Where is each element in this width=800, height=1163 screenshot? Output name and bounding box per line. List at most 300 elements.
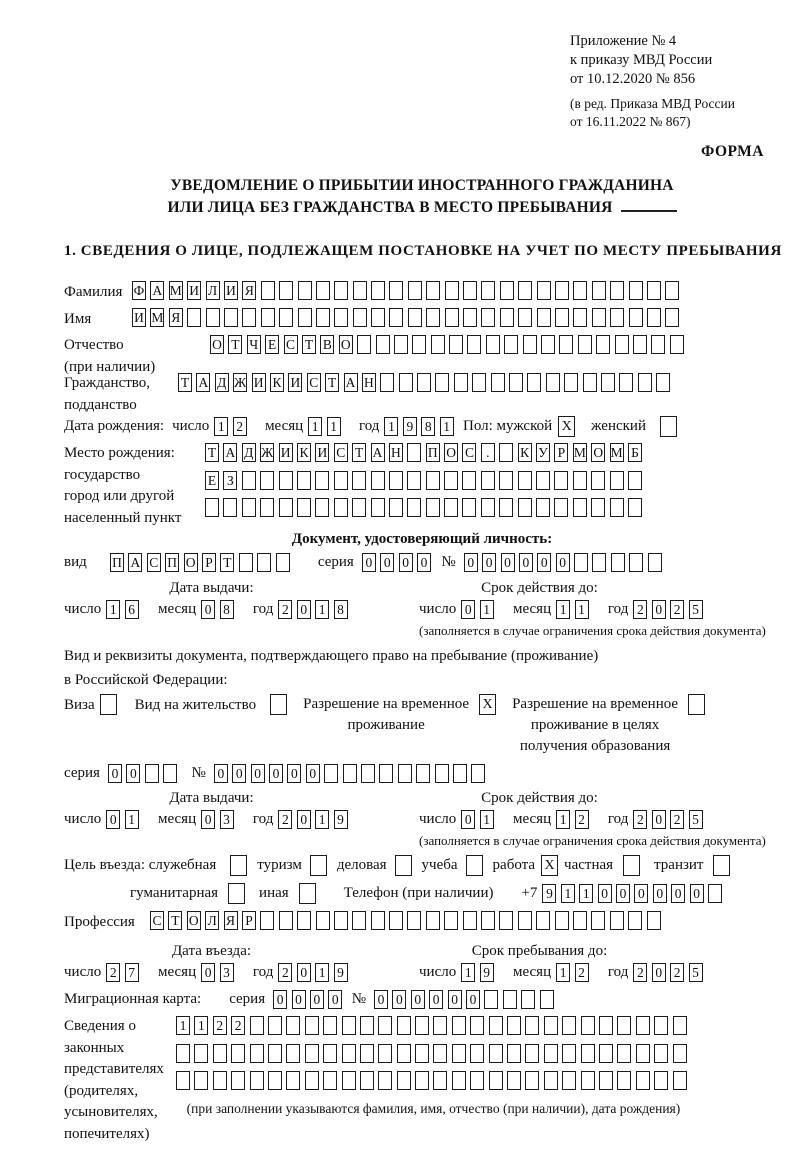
char-cell: 0 [201, 600, 215, 619]
char-cell: А [344, 373, 358, 392]
char-cell: И [132, 308, 146, 327]
char-cell [352, 498, 366, 517]
char-cell: 1 [480, 810, 494, 829]
purpose-humanitarian-label: гуманитарная [130, 885, 219, 901]
char-cell [361, 764, 375, 783]
doc-number-cells [464, 553, 666, 572]
char-cell: М [151, 310, 164, 325]
residence-permit-checkbox [270, 694, 287, 715]
char-cell: А [128, 553, 142, 572]
char-cell [415, 1044, 429, 1063]
char-cell [463, 308, 477, 327]
char-cell: 5 [689, 600, 703, 619]
char-cell [298, 281, 312, 300]
char-cell: Ж [234, 375, 247, 390]
char-cell [583, 373, 597, 392]
char-cell [431, 335, 445, 354]
char-cell [399, 373, 413, 392]
char-cell: А [150, 281, 164, 300]
char-cell [242, 308, 256, 327]
char-cell: М [610, 445, 623, 460]
phone-cells [542, 884, 726, 903]
char-cell: 2 [670, 600, 684, 619]
char-cell [250, 1071, 264, 1090]
char-cell: 7 [125, 963, 139, 982]
char-cell [504, 335, 518, 354]
purpose-other-label: иная [259, 885, 289, 901]
char-cell [342, 1071, 356, 1090]
char-cell: Н [389, 443, 403, 462]
char-cell [656, 373, 670, 392]
char-cell: И [224, 281, 238, 300]
birth-month-cells [308, 417, 345, 436]
char-cell [449, 335, 463, 354]
char-cell [433, 1071, 447, 1090]
char-cell: М [573, 445, 586, 460]
birth-place-cells-rows [205, 443, 646, 517]
char-cell [599, 1044, 613, 1063]
char-cell [334, 471, 348, 490]
temp-residence-edu-checkbox [688, 694, 705, 715]
char-cell [554, 471, 568, 490]
char-cell: 8 [220, 600, 234, 619]
char-cell [426, 471, 440, 490]
char-cell [573, 911, 587, 930]
char-cell: Ф [133, 283, 145, 298]
char-cell: 0 [374, 990, 388, 1009]
char-cell: 0 [251, 764, 265, 783]
char-cell [489, 1016, 503, 1035]
purpose-private-label: частная [564, 857, 614, 873]
doc-issue-date-group: Дата выдачи: число 1 6 месяц 0 8 год 2 0 1 8 [64, 578, 419, 619]
char-cell [415, 1071, 429, 1090]
stay-month-cells [556, 963, 593, 982]
char-cell: П [165, 553, 179, 572]
char-cell [489, 1071, 503, 1090]
purpose-second-row [64, 883, 780, 904]
char-cell: 0 [310, 990, 324, 1009]
residence-doc-dates [64, 788, 780, 849]
char-cell: 0 [297, 810, 311, 829]
char-cell: 0 [461, 810, 475, 829]
char-cell [389, 471, 403, 490]
migration-series-cells [273, 990, 347, 1009]
char-cell [592, 553, 606, 572]
char-cell [261, 281, 275, 300]
char-cell: 0 [411, 990, 425, 1009]
char-cell: 0 [292, 990, 306, 1009]
char-cell: Р [202, 553, 216, 572]
char-cell: Т [302, 335, 316, 354]
char-cell: 0 [417, 553, 431, 572]
char-cell: 3 [220, 810, 234, 829]
char-cell: 0 [461, 600, 475, 619]
char-cell [371, 281, 385, 300]
char-cell: И [288, 373, 302, 392]
char-cell: 0 [652, 963, 666, 982]
char-cell [145, 764, 159, 783]
char-cell: 5 [689, 963, 703, 982]
char-cell [435, 764, 449, 783]
char-cell: 0 [297, 963, 311, 982]
char-cell: 2 [575, 810, 589, 829]
char-cell [371, 308, 385, 327]
patronymic-label: Отчество (при наличии) [64, 337, 156, 375]
migration-card-row [64, 990, 780, 1009]
birth-place-row-2 [205, 471, 646, 490]
residence-number-cells [214, 764, 490, 783]
char-cell [260, 471, 274, 490]
identity-doc-heading: Документ, удостоверяющий личность: [291, 531, 553, 547]
char-cell: С [307, 373, 321, 392]
char-cell [647, 281, 661, 300]
char-cell [305, 1044, 319, 1063]
profession-row [64, 911, 780, 933]
char-cell [599, 1071, 613, 1090]
char-cell: 2 [233, 417, 247, 436]
purpose-official-checkbox [230, 855, 247, 876]
char-cell [231, 1044, 245, 1063]
char-cell [554, 498, 568, 517]
residence-series-row [64, 764, 780, 783]
char-cell [213, 1044, 227, 1063]
char-cell [426, 498, 440, 517]
char-cell: 1 [461, 963, 475, 982]
char-cell [467, 335, 481, 354]
residence-number-label: № [191, 765, 206, 781]
issue-date-title: Дата выдачи: [169, 580, 254, 596]
char-cell [378, 1016, 392, 1035]
representatives-row-2 [176, 1044, 691, 1063]
char-cell [628, 471, 642, 490]
char-cell [648, 553, 662, 572]
char-cell [581, 1071, 595, 1090]
char-cell: 9 [542, 884, 556, 903]
char-cell [509, 373, 523, 392]
char-cell [463, 281, 477, 300]
char-cell: 1 [315, 600, 329, 619]
char-cell [407, 498, 421, 517]
char-cell: Ч [247, 335, 261, 354]
char-cell [343, 764, 357, 783]
char-cell [617, 1044, 631, 1063]
char-cell [463, 911, 477, 930]
doc-series-label: серия [317, 553, 354, 570]
purpose-private-checkbox [623, 855, 640, 876]
char-cell: 2 [231, 1016, 245, 1035]
char-cell [324, 764, 338, 783]
char-cell: Л [206, 281, 220, 300]
char-cell [507, 1044, 521, 1063]
char-cell [518, 308, 532, 327]
entry-date-title: Дата въезда: [171, 943, 252, 959]
char-cell: 0 [108, 764, 122, 783]
char-cell [257, 553, 271, 572]
char-cell [525, 1044, 539, 1063]
doc-series-cells [362, 553, 436, 572]
char-cell: 2 [106, 963, 120, 982]
char-cell: Я [242, 281, 256, 300]
char-cell: С [334, 443, 348, 462]
char-cell [323, 1071, 337, 1090]
purpose-humanitarian-checkbox [228, 883, 245, 904]
char-cell [376, 335, 390, 354]
char-cell: 1 [327, 417, 341, 436]
char-cell: 6 [125, 600, 139, 619]
char-cell [379, 764, 393, 783]
char-cell: 9 [334, 810, 348, 829]
char-cell [636, 1016, 650, 1035]
char-cell [555, 911, 569, 930]
representatives-cells-rows [176, 1016, 691, 1117]
char-cell [445, 281, 459, 300]
valid-until-title: Срок действия до: [481, 580, 598, 596]
char-cell: Т [325, 373, 339, 392]
char-cell: 3 [220, 963, 234, 982]
char-cell [194, 1044, 208, 1063]
char-cell: 0 [201, 810, 215, 829]
char-cell [647, 911, 661, 930]
name-row [64, 308, 780, 330]
migration-number-label: № [351, 991, 366, 1007]
char-cell: О [184, 553, 198, 572]
citizenship-label: Гражданство, подданство [64, 375, 151, 413]
char-cell: 0 [306, 764, 320, 783]
char-cell [371, 471, 385, 490]
char-cell [544, 1044, 558, 1063]
char-cell: 0 [399, 553, 413, 572]
char-cell [619, 373, 633, 392]
char-cell [629, 308, 643, 327]
char-cell [250, 1016, 264, 1035]
char-cell [499, 498, 513, 517]
char-cell [407, 471, 421, 490]
char-cell: 0 [519, 553, 533, 572]
char-cell [573, 308, 587, 327]
char-cell [592, 308, 606, 327]
char-cell: 1 [575, 600, 589, 619]
char-cell [651, 335, 665, 354]
char-cell [305, 1016, 319, 1035]
char-cell: 1 [125, 810, 139, 829]
surname-row [64, 281, 780, 303]
char-cell [486, 335, 500, 354]
char-cell [378, 1044, 392, 1063]
char-cell [389, 911, 403, 930]
stay-until-group: Срок пребывания до: число 1 9 месяц 1 2 год 2 0 2 5 [419, 941, 780, 982]
char-cell [444, 471, 458, 490]
char-cell [371, 498, 385, 517]
residence-issue-date-group: Дата выдачи: число 0 1 месяц 0 3 год 2 0 1 9 [64, 788, 419, 829]
profession-label: Профессия [64, 914, 135, 930]
char-cell [297, 911, 311, 930]
char-cell [323, 1044, 337, 1063]
char-cell [206, 308, 220, 327]
char-cell: 0 [297, 600, 311, 619]
char-cell [601, 373, 615, 392]
char-cell [611, 553, 625, 572]
residence-permit-label: Вид на жительство [134, 697, 257, 713]
char-cell [360, 1016, 374, 1035]
char-cell [360, 1044, 374, 1063]
char-cell [562, 1044, 576, 1063]
char-cell [452, 1016, 466, 1035]
migration-number-cells [374, 990, 558, 1009]
char-cell: 2 [633, 810, 647, 829]
char-cell [610, 471, 624, 490]
doc-issue-month-cells [201, 600, 238, 619]
char-cell [499, 443, 513, 462]
char-cell [315, 498, 329, 517]
citizenship-row [64, 373, 780, 416]
char-cell [481, 498, 495, 517]
residence-series-cells [108, 764, 182, 783]
form-title-line2: ИЛИ ЛИЦА БЕЗ ГРАЖДАНСТВА В МЕСТО ПРЕБЫВАНИЯ [64, 197, 780, 219]
annex-line: Приложение № 4 [570, 33, 677, 49]
char-cell [261, 308, 275, 327]
char-cell [242, 471, 256, 490]
entry-day-cells [106, 963, 143, 982]
char-cell: 2 [575, 963, 589, 982]
char-cell [213, 1071, 227, 1090]
annex-amendment-note: (в ред. Приказа МВД России от 16.11.2022 № 867) [570, 96, 735, 129]
char-cell [454, 373, 468, 392]
char-cell: 0 [214, 764, 228, 783]
doc-valid-day-cells [461, 600, 498, 619]
char-cell: Т [220, 553, 234, 572]
char-cell: 2 [213, 1016, 227, 1035]
char-cell: 0 [201, 963, 215, 982]
char-cell: 0 [652, 600, 666, 619]
char-cell [500, 281, 514, 300]
char-cell [610, 281, 624, 300]
char-cell: Б [628, 443, 642, 462]
char-cell [452, 1044, 466, 1063]
char-cell [389, 281, 403, 300]
residence-valid-day-cells [461, 810, 498, 829]
char-cell: П [426, 443, 440, 462]
char-cell [647, 308, 661, 327]
char-cell [507, 1071, 521, 1090]
annex-reference [570, 32, 780, 131]
char-cell [574, 553, 588, 572]
char-cell [389, 498, 403, 517]
char-cell [415, 1016, 429, 1035]
char-cell: Т [178, 373, 192, 392]
char-cell [499, 471, 513, 490]
char-cell [408, 281, 422, 300]
char-cell: С [462, 443, 476, 462]
char-cell: . [481, 443, 495, 462]
purpose-lead-label: Цель въезда: служебная [64, 857, 217, 873]
temp-residence-edu-label: Разрешение на временное проживание в целях получения образования [512, 696, 679, 754]
birth-place-block [64, 443, 780, 529]
birth-year-cells [384, 417, 458, 436]
form-title [64, 175, 780, 219]
char-cell [581, 1016, 595, 1035]
year-label: год [358, 418, 380, 434]
char-cell [231, 1071, 245, 1090]
entry-date-group: Дата въезда: число 2 7 месяц 0 3 год 2 0 1 9 [64, 941, 419, 982]
char-cell: 0 [482, 553, 496, 572]
visa-label: Виза [64, 697, 95, 713]
char-cell [540, 990, 554, 1009]
char-cell [481, 911, 495, 930]
char-cell: 0 [464, 553, 478, 572]
char-cell: 1 [561, 884, 575, 903]
char-cell: С [150, 911, 164, 930]
entry-stay-dates [64, 941, 780, 982]
char-cell [334, 498, 348, 517]
annex-line: к приказу МВД России [570, 52, 713, 68]
char-cell [546, 373, 560, 392]
char-cell: К [270, 373, 284, 392]
char-cell: 1 [106, 600, 120, 619]
char-cell: 1 [440, 417, 454, 436]
char-cell [555, 308, 569, 327]
birth-date-label: Дата рождения: [64, 418, 165, 434]
char-cell: 0 [653, 884, 667, 903]
birth-date-row [64, 416, 780, 437]
patronymic-cells [210, 335, 688, 354]
char-cell: Т [352, 443, 366, 462]
char-cell: 2 [670, 963, 684, 982]
char-cell [462, 498, 476, 517]
char-cell: 0 [556, 553, 570, 572]
char-cell [260, 498, 274, 517]
char-cell: 0 [273, 990, 287, 1009]
representatives-label: Сведения о законных представителях (родителях, усыновителях, попечителях) [64, 1018, 164, 1142]
char-cell [636, 1071, 650, 1090]
char-cell: Т [228, 335, 242, 354]
char-cell: 0 [671, 884, 685, 903]
char-cell [444, 498, 458, 517]
char-cell [654, 1044, 668, 1063]
char-cell: 9 [403, 417, 417, 436]
char-cell: П [110, 553, 124, 572]
char-cell [615, 335, 629, 354]
char-cell [544, 1016, 558, 1035]
char-cell [342, 1044, 356, 1063]
char-cell: Д [242, 443, 256, 462]
char-cell [484, 990, 498, 1009]
char-cell: 0 [634, 884, 648, 903]
representatives-row-3 [176, 1071, 691, 1090]
purpose-tourism-checkbox [310, 855, 327, 876]
char-cell [342, 1016, 356, 1035]
char-cell [499, 911, 513, 930]
char-cell [610, 498, 624, 517]
char-cell: Р [554, 443, 568, 462]
char-cell [610, 911, 624, 930]
char-cell [638, 373, 652, 392]
char-cell: 0 [598, 884, 612, 903]
patronymic-row [64, 335, 780, 378]
char-cell: О [210, 335, 224, 354]
char-cell [353, 308, 367, 327]
char-cell [408, 308, 422, 327]
surname-label: Фамилия [64, 284, 123, 300]
char-cell [316, 281, 330, 300]
char-cell [398, 764, 412, 783]
char-cell [276, 553, 290, 572]
day-label: число [172, 418, 210, 434]
char-cell [578, 335, 592, 354]
char-cell: 0 [652, 810, 666, 829]
char-cell [352, 911, 366, 930]
char-cell: М [169, 283, 182, 298]
char-cell [665, 281, 679, 300]
